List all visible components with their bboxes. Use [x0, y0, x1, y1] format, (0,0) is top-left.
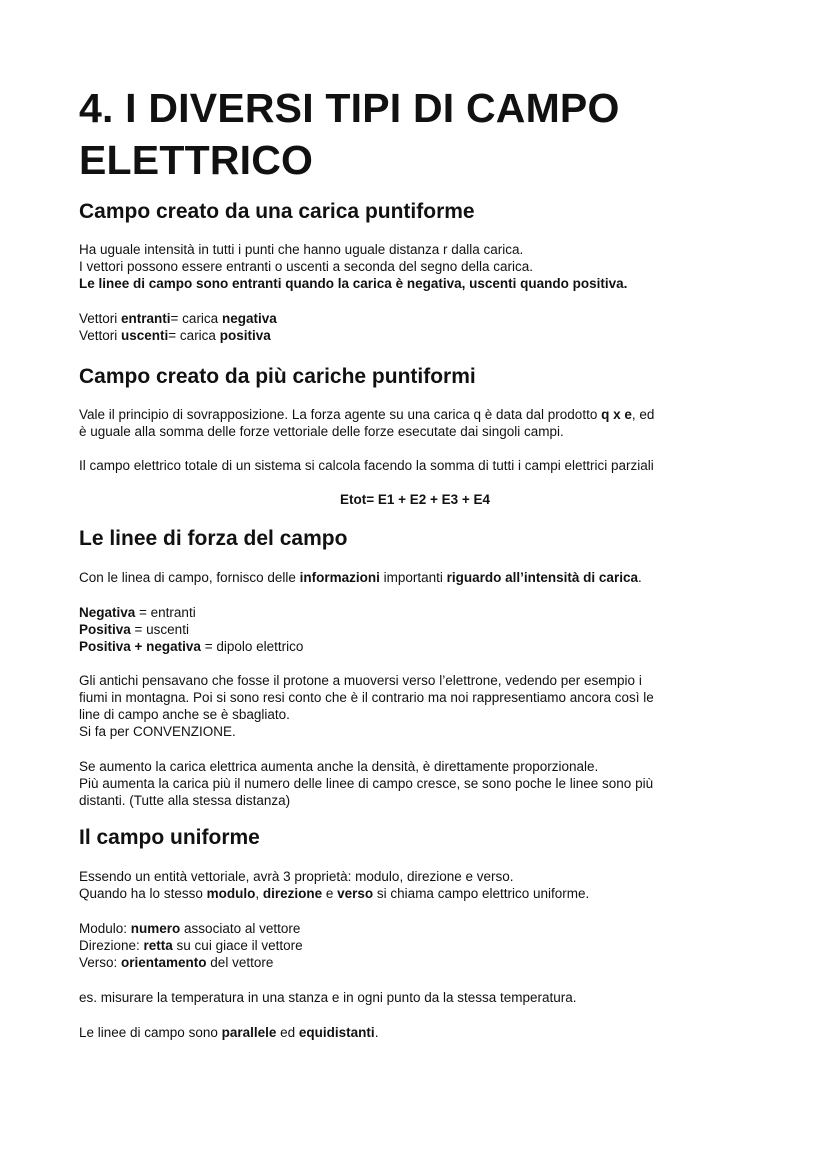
bold-text: direzione — [262, 886, 323, 901]
text: Verso: — [79, 955, 122, 970]
text: = entranti — [135, 605, 196, 620]
paragraph-conclusion — [79, 1024, 751, 1041]
text: Vettori — [79, 311, 122, 326]
section-heading-multiple-charges: Campo creato da più cariche puntiformi — [79, 365, 476, 388]
bold-text: negativa — [221, 311, 277, 326]
section-heading-point-charge: Campo creato da una carica puntiforme — [79, 200, 475, 223]
bold-text: uscenti — [121, 328, 169, 343]
text-line: è uguale alla somma delle forze vettoriale delle forze esecutate dai singoli campi. — [79, 424, 564, 439]
formula — [79, 491, 751, 508]
paragraph-total-field: Il campo elettrico totale di un sistema si calcola facendo la somma di tutti i campi elettrici parziali — [79, 458, 654, 473]
paragraph-history — [79, 672, 751, 740]
text: associato al vettore — [180, 921, 301, 936]
bold-text: riguardo all’intensità di carica — [446, 570, 638, 585]
paragraph-superposition — [79, 406, 751, 440]
text: si chiama campo elettrico uniforme. — [373, 886, 590, 901]
text: Direzione: — [79, 938, 144, 953]
text: = carica — [168, 328, 220, 343]
paragraph-point-charge — [79, 241, 751, 292]
text: importanti — [379, 570, 447, 585]
text: Con le linea di campo, fornisco delle — [79, 570, 300, 585]
text: = dipolo elettrico — [200, 639, 304, 654]
text: Vale il principio di sovrapposizione. La forza agente su una carica q è data dal prodotto — [79, 407, 602, 422]
bold-text: equidistanti — [298, 1025, 375, 1040]
text-line: Ha uguale intensità in tutti i punti che hanno uguale distanza r dalla carica. — [79, 242, 524, 257]
bold-text: numero — [130, 921, 181, 936]
polarity-list — [79, 604, 751, 655]
bold-text: parallele — [221, 1025, 277, 1040]
text: = uscenti — [130, 622, 189, 637]
text: ed — [276, 1025, 299, 1040]
bold-text: Positiva — [79, 622, 131, 637]
text-line: Essendo un entità vettoriale, avrà 3 proprietà: modulo, direzione e verso. — [79, 869, 514, 884]
text: Le linee di campo sono — [79, 1025, 222, 1040]
text-line: fiumi in montagna. Poi si sono resi conto che è il contrario ma noi rappresentiamo ancora così le — [79, 690, 654, 705]
text: del vettore — [206, 955, 274, 970]
section-heading-field-lines: Le linee di forza del campo — [79, 527, 348, 550]
bold-text: verso — [337, 886, 374, 901]
paragraph-example: es. misurare la temperatura in una stanza e in ogni punto da la stessa temperatura. — [79, 990, 577, 1005]
text: . — [374, 1025, 379, 1040]
text: e — [322, 886, 338, 901]
paragraph-field-lines-info — [79, 569, 751, 586]
text-line: Gli antichi pensavano che fosse il protone a muoversi verso l’elettrone, vedendo per esempio i — [79, 673, 642, 688]
title-line-1: 4. I DIVERSI TIPI DI CAMPO — [79, 85, 620, 131]
bold-text: retta — [143, 938, 173, 953]
text-line: Si fa per CONVENZIONE. — [79, 724, 236, 739]
text: Quando ha lo stesso — [79, 886, 207, 901]
title-line-2: ELETTRICO — [79, 137, 314, 183]
text: , ed — [631, 407, 655, 422]
formula-text: Etot= E1 + E2 + E3 + E4 — [339, 492, 491, 507]
text: = carica — [170, 311, 222, 326]
vectors-list — [79, 310, 751, 344]
text-line: line di campo anche se è sbagliato. — [79, 707, 290, 722]
paragraph-uniform-properties — [79, 868, 751, 902]
text: . — [637, 570, 642, 585]
bold-text: modulo — [206, 886, 256, 901]
bold-text: informazioni — [299, 570, 380, 585]
bold-text: Positiva + negativa — [79, 639, 201, 654]
definitions-list — [79, 920, 751, 971]
paragraph-density — [79, 758, 751, 809]
section-heading-uniform-field: Il campo uniforme — [79, 826, 260, 849]
bold-text-line: Le linee di campo sono entranti quando la carica è negativa, uscenti quando positiva. — [79, 276, 628, 291]
text-line: I vettori possono essere entranti o uscenti a seconda del segno della carica. — [79, 259, 534, 274]
bold-text: orientamento — [121, 955, 207, 970]
bold-text: positiva — [219, 328, 271, 343]
text-line: distanti. (Tutte alla stessa distanza) — [79, 793, 291, 808]
text: Modulo: — [79, 921, 131, 936]
text: , — [255, 886, 263, 901]
bold-text: entranti — [121, 311, 171, 326]
text-line: Se aumento la carica elettrica aumenta anche la densità, è direttamente proporzionale. — [79, 759, 599, 774]
bold-text: Negativa — [79, 605, 136, 620]
text-line: Più aumenta la carica più il numero delle linee di campo cresce, se sono poche le linee sono più — [79, 776, 654, 791]
text: su cui giace il vettore — [172, 938, 303, 953]
page-title — [79, 82, 620, 186]
text: Vettori — [79, 328, 122, 343]
bold-text: q x e — [601, 407, 632, 422]
